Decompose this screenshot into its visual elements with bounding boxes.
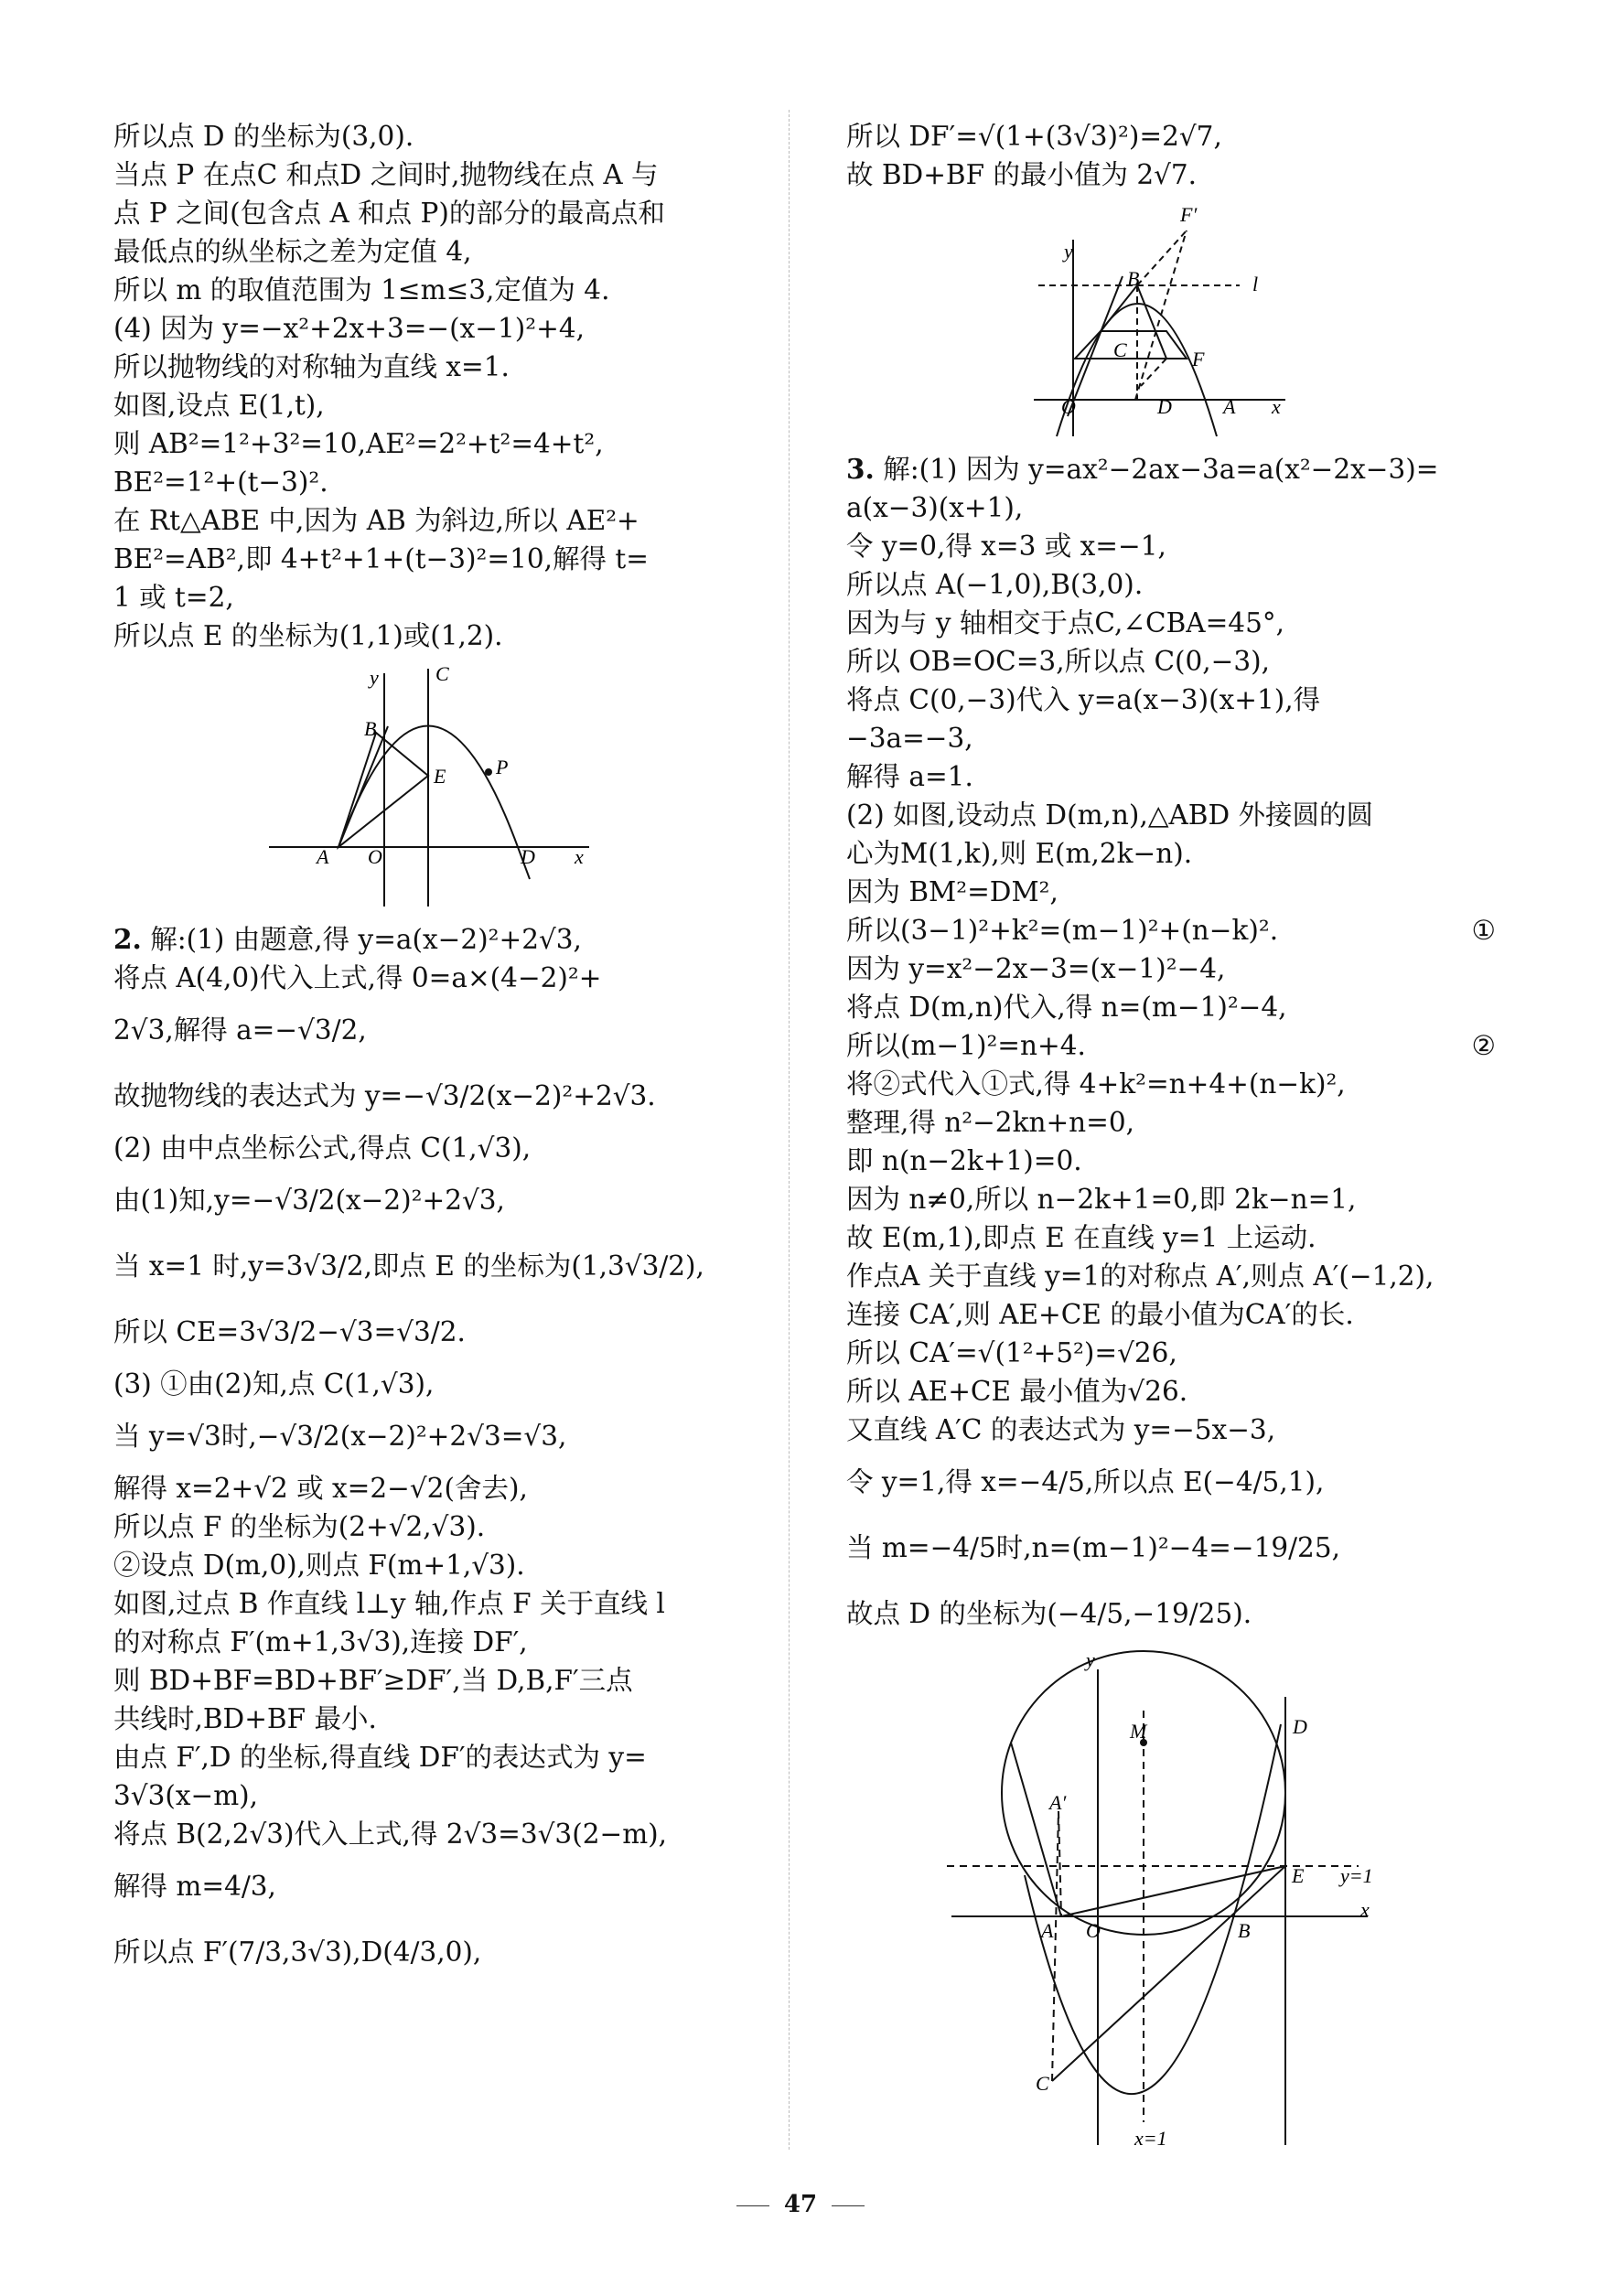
text-line: 解:(1) 由题意,得 y=a(x−2)²+2√3, [150,924,582,955]
text-line: 令 y=0,得 x=3 或 x=−1, [846,531,1166,562]
text-line: 由(1)知,y=−√3/2(x−2)²+2√3, [113,1185,505,1216]
label-x: x [575,845,584,868]
text-line: 解得 x=2+√2 或 x=2−√2(舍去), [113,1473,528,1504]
figure-reflection-f-prime [846,194,1496,450]
segment-a-upper [1011,1743,1061,1916]
label-x: x [1360,1898,1370,1921]
figure-1-svg [113,655,754,920]
text-line: 故抛物线的表达式为 y=−√3/2(x−2)²+2√3. [113,1080,656,1111]
text-line: 点 P 之间(包含点 A 和点 P)的部分的最高点和 [113,198,665,229]
text-line: 共线时,BD+BF 最小. [113,1703,377,1734]
figure-circumcircle [846,1647,1496,2159]
text-line: 所以 OB=OC=3,所以点 C(0,−3), [846,646,1271,677]
page-number-dash-left [736,2205,769,2206]
text-line: 1 或 t=2, [113,582,234,613]
label-e: E [434,765,446,788]
text-line: 当点 P 在点C 和点D 之间时,抛物线在点 A 与 [113,159,659,190]
text-line: (3) ①由(2)知,点 C(1,√3), [113,1368,435,1400]
figure-parabola-right-triangle [113,655,754,920]
text-line: 所以(3−1)²+k²=(m−1)²+(n−k)². [846,915,1279,946]
question-2-header [113,920,754,959]
text-line: BE²=AB²,即 4+t²+1+(t−3)²=10,解得 t= [113,543,649,574]
label-c: C [1113,338,1127,361]
text-line: 故 BD+BF 的最小值为 2√7. [846,159,1198,190]
page-number-value: 47 [783,2191,818,2218]
question-number: 2. [113,923,142,955]
text-line: (2) 如图,设动点 D(m,n),△ABD 外接圆的圆 [846,799,1374,831]
text-line: BE²=1²+(t−3)². [113,467,328,498]
text-line: 所以 m 的取值范围为 1≤m≤3,定值为 4. [113,274,610,306]
label-o: O [1061,395,1076,418]
text-line: 即 n(n−2k+1)=0. [846,1145,1082,1176]
text-line: 所以点 D 的坐标为(3,0). [113,121,414,152]
text-line: 又直线 A′C 的表达式为 y=−5x−3, [846,1414,1276,1445]
label-f-prime: F′ [1180,203,1198,226]
label-c: C [435,662,449,685]
text-line: 当 x=1 时,y=3√3/2,即点 E 的坐标为(1,3√3/2), [113,1250,704,1282]
text-line: 将点 A(4,0)代入上式,得 0=a×(4−2)²+ [113,962,602,993]
text-line: a(x−3)(x+1), [846,492,1024,523]
segment-df-prime [1135,231,1187,400]
text-line: 3√3(x−m), [113,1780,259,1811]
text-line: 整理,得 n²−2kn+n=0, [846,1107,1135,1138]
question-number: 3. [846,453,875,485]
text-line: 所以点 A(−1,0),B(3,0). [846,569,1144,600]
text-line: 因为 y=x²−2x−3=(x−1)²−4, [846,953,1226,984]
label-a: A [317,845,329,868]
label-o: O [1086,1919,1101,1942]
text-line: 所以点 E 的坐标为(1,1)或(1,2). [113,620,503,651]
text-line: −3a=−3, [846,723,973,754]
label-b: B [1238,1919,1251,1942]
text-line: 连接 CA′,则 AE+CE 的最小值为CA′的长. [846,1299,1354,1330]
text-line: 所以 CA′=√(1²+5²)=√26, [846,1337,1177,1368]
label-o: O [368,845,382,868]
text-line: 如图,过点 B 作直线 l⊥y 轴,作点 F 关于直线 l [113,1588,665,1619]
text-line: 则 BD+BF=BD+BF′≥DF′,当 D,B,F′三点 [113,1665,633,1696]
text-line: 所以点 F 的坐标为(2+√2,√3). [113,1511,486,1542]
segment-fd [1141,359,1166,386]
text-line: 当 y=√3时,−√3/2(x−2)²+2√3=√3, [113,1421,567,1452]
label-e: E [1292,1864,1305,1887]
left-column [113,117,754,1985]
segment-ae [1061,1866,1285,1916]
label-y: y [1086,1648,1095,1671]
text-line: 因为 n≠0,所以 n−2k+1=0,即 2k−n=1, [846,1184,1357,1215]
label-f: F [1192,348,1205,370]
question-3-header [846,450,1496,488]
text-line: 的对称点 F′(m+1,3√3),连接 DF′, [113,1626,528,1658]
label-x-equals-1: x=1 [1134,2127,1167,2150]
equation-marker: ① [1471,915,1496,946]
column-divider [789,110,790,2150]
text-line: 因为与 y 轴相交于点C,∠CBA=45°, [846,607,1284,638]
text-line: 所以 CE=3√3/2−√3=√3/2. [113,1316,466,1347]
text-line: 则 AB²=1²+3²=10,AE²=2²+t²=4+t², [113,428,604,459]
text-line: 解得 a=1. [846,761,973,792]
text-line: 所以点 F′(7/3,3√3),D(4/3,0), [113,1937,482,1968]
text-line: 将②式代入①式,得 4+k²=n+4+(n−k)², [846,1068,1346,1100]
text-line: 故点 D 的坐标为(−4/5,−19/25). [846,1598,1252,1629]
figure-3-svg [846,1647,1496,2159]
segment-ab-extension [338,726,388,847]
point-p [485,768,492,776]
text-line: (4) 因为 y=−x²+2x+3=−(x−1)²+4, [113,313,585,344]
label-x: x [1272,395,1281,418]
label-y: y [1064,240,1073,263]
text-line: ②设点 D(m,0),则点 F(m+1,√3). [113,1550,525,1581]
text-line: 在 Rt△ABE 中,因为 AB 为斜边,所以 AE²+ [113,505,639,536]
label-b: B [1127,267,1140,290]
text-line: 将点 B(2,2√3)代入上式,得 2√3=3√3(2−m), [113,1819,668,1850]
label-a-prime: A′ [1049,1791,1067,1814]
text-line: 由点 F′,D 的坐标,得直线 DF′的表达式为 y= [113,1742,647,1773]
text-line: 令 y=1,得 x=−4/5,所以点 E(−4/5,1), [846,1466,1325,1497]
label-l: l [1252,273,1259,295]
label-a: A [1223,395,1236,418]
text-line: 解得 m=4/3, [113,1871,276,1902]
text-line: (2) 由中点坐标公式,得点 C(1,√3), [113,1132,532,1164]
segment-bf [1137,285,1166,359]
equation-line-1 [846,911,1496,950]
text-line: 作点A 关于直线 y=1的对称点 A′,则点 A′(−1,2), [846,1261,1434,1292]
text-line: 解:(1) 因为 y=ax²−2ax−3a=a(x²−2x−3)= [883,454,1439,485]
label-a: A [1041,1919,1054,1942]
segment-a-prime-a [1058,1811,1061,1916]
right-column [846,117,1496,2159]
equation-marker: ② [1471,1030,1496,1061]
text-line: 如图,设点 E(1,t), [113,390,325,421]
text-line: 故 E(m,1),即点 E 在直线 y=1 上运动. [846,1222,1316,1253]
text-line: 心为M(1,k),则 E(m,2k−n). [846,838,1193,869]
left-block-a [113,117,754,655]
text-line: 所以 DF′=√(1+(3√3)²)=2√7, [846,121,1222,152]
page-number-dash-right [832,2205,865,2206]
label-d: D [521,845,535,868]
text-line: 所以(m−1)²=n+4. [846,1030,1086,1061]
text-line: 因为 BM²=DM², [846,876,1058,907]
label-m: M [1130,1720,1147,1743]
label-d: D [1293,1715,1307,1738]
text-line: 将点 D(m,n)代入,得 n=(m−1)²−4, [846,992,1287,1023]
equation-line-2 [846,1026,1496,1065]
text-line: 将点 C(0,−3)代入 y=a(x−3)(x+1),得 [846,684,1321,715]
label-y-equals-1: y=1 [1340,1864,1373,1887]
segment-ce [1052,1866,1285,2081]
text-line: 2√3,解得 a=−√3/2, [113,1014,367,1046]
segment-bc [1101,285,1137,331]
label-b: B [364,717,377,740]
text-line: 最低点的纵坐标之差为定值 4, [113,236,472,267]
label-p: P [496,756,509,778]
segment-ca-prime [1052,1811,1058,2081]
label-y: y [370,666,379,689]
figure-2-svg [846,194,1496,450]
text-line: 所以 AE+CE 最小值为√26. [846,1376,1188,1407]
page-number [0,2191,1601,2218]
label-c: C [1036,2072,1049,2095]
label-d: D [1157,395,1172,418]
text-line: 所以抛物线的对称轴为直线 x=1. [113,351,510,382]
text-line: 当 m=−4/5时,n=(m−1)²−4=−19/25, [846,1532,1340,1563]
